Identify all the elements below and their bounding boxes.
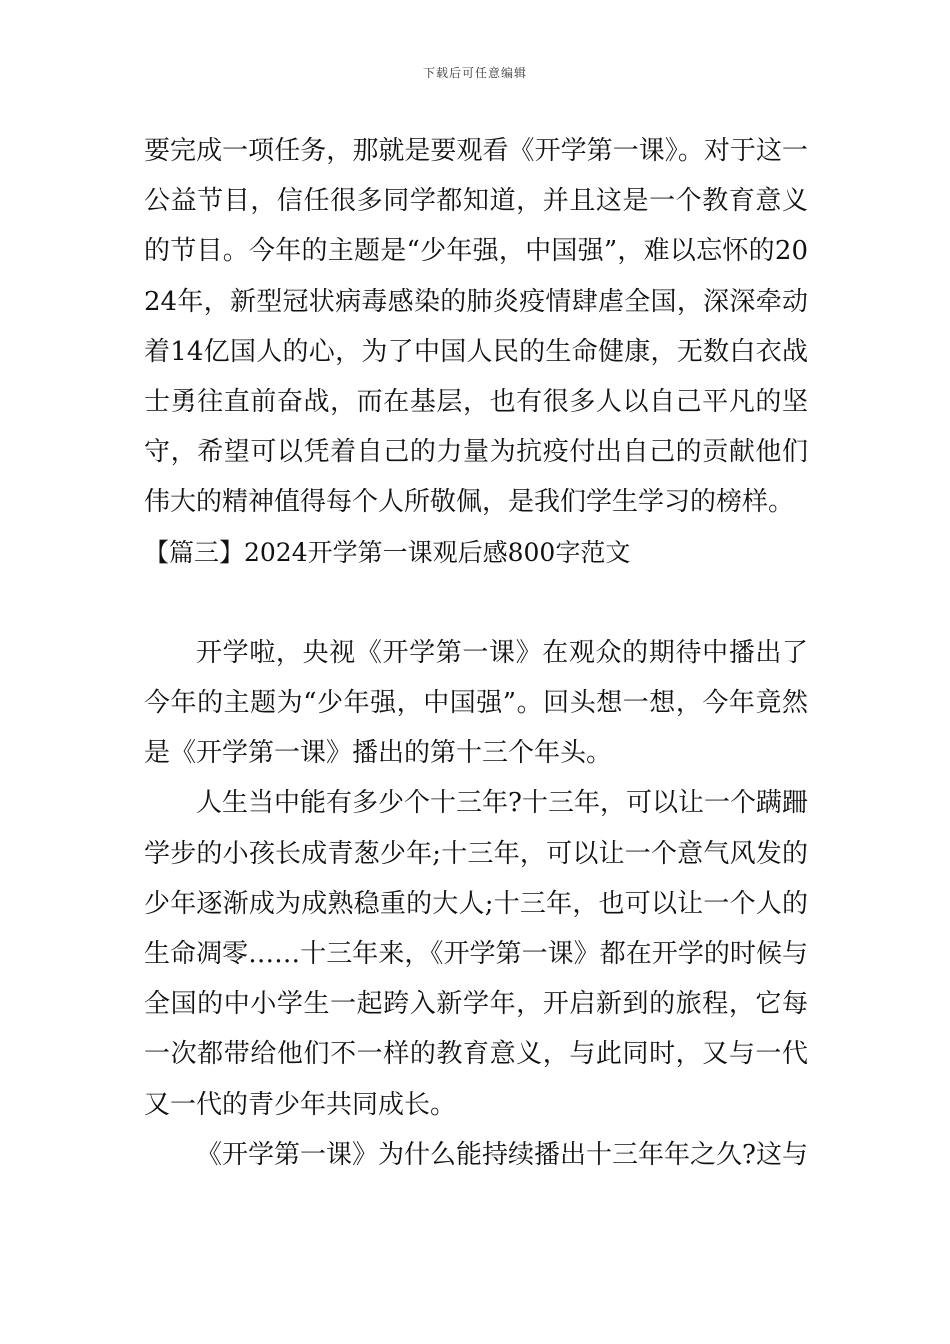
paragraph-3: 《开学第一课》为什么能持续播出十三年年之久?这与 — [196, 1139, 808, 1170]
paragraph-continuation: 要完成一项任务，那就是要观看《开学第一课》。对于这一公益节目，信任很多同学都知道，并且这是一个教育意义的节目。今年的主题是“少年强，中国强”，难以忘怀的2024年，新型冠状病毒感染的肺炎疫情肆虐全国，深深牵动着14亿国人的心，为了中国人民的生命健康，无数白衣战士勇往直前奋战，而在基层，也有很多人以自己平凡的坚守，希望可以凭着自己的力量为抗疫付出自己的贡献他们伟大的精神值得每个人所敬佩，是我们学生学习的榜样。 — [144, 136, 808, 518]
paragraph-1: 开学啦，央视《开学第一课》在观众的期待中播出了今年的主题为“少年强，中国强”。回头想一想，今年竟然是《开学第一课》播出的第十三个年头。 — [144, 637, 808, 769]
blank-line — [144, 578, 808, 628]
paragraph-2: 人生当中能有多少个十三年?十三年，可以让一个蹒跚学步的小孩长成青葱少年;十三年，可以让一个意气风发的少年逐渐成为成熟稳重的大人;十三年，也可以让一个人的生命凋零……十三年来，《开学第一课》都在开学的时候与全国的中小学生一起跨入新学年，开启新到的旅程，它每一次都带给他们不一样的教育意义，与此同时，又与一代又一代的青少年共同成长。 — [144, 788, 808, 1120]
section-title: 【篇三】2024开学第一课观后感800字范文 — [144, 537, 631, 567]
page-header: 下载后可任意编辑 — [422, 66, 527, 80]
document-body — [144, 126, 808, 1180]
